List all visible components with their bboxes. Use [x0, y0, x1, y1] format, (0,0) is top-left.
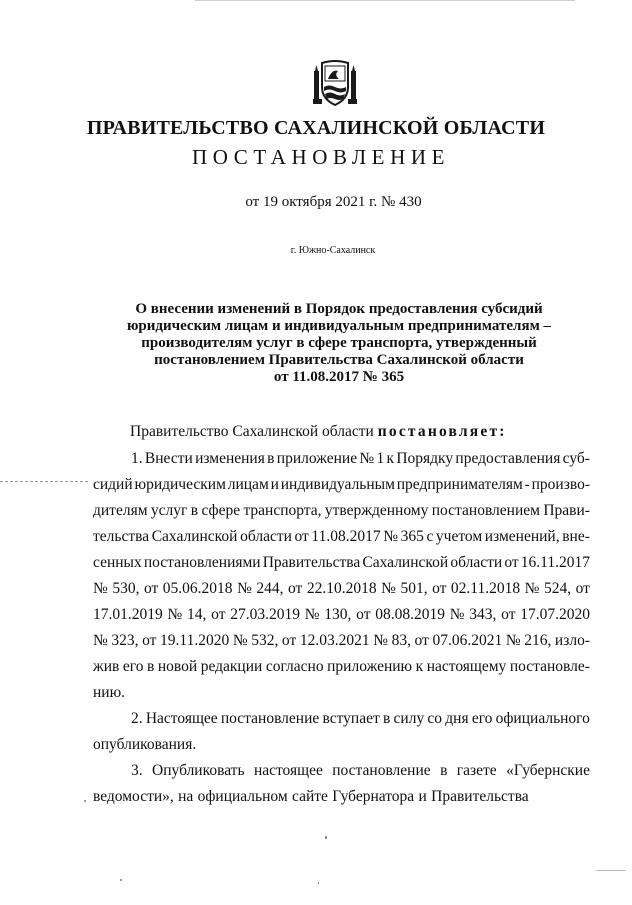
text-line: [93, 498, 590, 524]
word: новой: [157, 658, 198, 675]
word: от: [356, 606, 371, 623]
word: сайте: [292, 788, 328, 805]
text-line: [93, 576, 590, 602]
government-title: ПРАВИТЕЛЬСТВО САХАЛИНСКОЙ ОБЛАСТИ: [86, 117, 546, 139]
word: 12.03.2021: [299, 632, 370, 649]
word: ведомости»,: [93, 788, 174, 805]
word: в: [190, 502, 199, 519]
word: №: [449, 606, 465, 623]
preamble: [130, 423, 507, 441]
subject-line: постановлением Правительства Сахалинской области: [154, 352, 524, 368]
word: №: [93, 580, 108, 597]
word: его: [471, 710, 493, 727]
word: 17.01.2019: [93, 606, 163, 623]
word: 244,: [256, 580, 284, 597]
subject-line: от 11.08.2017 № 365: [273, 369, 405, 385]
word: предоставления: [455, 450, 561, 467]
word: Сахалинской: [151, 528, 238, 545]
word: 343,: [469, 606, 497, 623]
scan-speck: [318, 882, 319, 884]
text-line: [93, 550, 590, 576]
word: вне-: [562, 528, 590, 545]
word: -: [524, 476, 530, 493]
word: 27.03.2019: [230, 606, 300, 623]
word: его: [122, 658, 144, 675]
word: и: [270, 476, 279, 493]
word: и: [418, 788, 427, 805]
word: со: [427, 710, 443, 727]
word: приложение: [276, 450, 358, 467]
word: Прави-: [543, 502, 590, 519]
margin-mark: [0, 481, 88, 483]
word: от: [575, 580, 590, 597]
word: услуг: [150, 502, 188, 519]
word: юридическим: [134, 476, 226, 493]
word: изло-: [554, 632, 590, 649]
document-date-number: от 19 октября 2021 г. № 430: [245, 194, 422, 210]
word: газете: [456, 762, 497, 779]
word: от: [501, 606, 516, 623]
word: опубликования.: [93, 736, 197, 753]
word: лицам: [227, 476, 269, 493]
word: 83,: [391, 632, 411, 649]
word: 22.10.2018: [306, 580, 377, 597]
word: 17.07.2020: [520, 606, 590, 623]
word: №: [232, 632, 248, 649]
word: к: [386, 450, 395, 467]
word: Сахалинской: [362, 554, 449, 571]
word: в: [382, 710, 391, 727]
word: транспорта,: [243, 502, 322, 519]
word: постановление: [220, 710, 320, 727]
word: суб-: [562, 450, 590, 467]
subject-line: производителям услуг в сфере транспорта, утвержденный: [141, 335, 537, 351]
word: постановле-: [509, 658, 590, 675]
word: 1.: [131, 450, 143, 467]
preamble-resolves: постановляет:: [377, 423, 507, 440]
word: 19.11.2020: [160, 632, 230, 649]
document-subject: [115, 301, 563, 386]
word: 02.11.2018: [450, 580, 521, 597]
word: официального: [495, 710, 590, 727]
sakhalin-coat-of-arms-icon: [312, 57, 358, 107]
scan-speck: [120, 879, 122, 881]
word: вступает: [322, 710, 380, 727]
scan-edge-line: [596, 870, 626, 871]
word: 530,: [112, 580, 140, 597]
text-line: [93, 602, 590, 628]
word: №: [93, 632, 108, 649]
word: №: [505, 632, 521, 649]
word: области: [240, 528, 292, 545]
word: к: [415, 658, 424, 675]
word: произво-: [531, 476, 590, 493]
word: постановлениями: [143, 554, 261, 571]
text-line: [93, 784, 590, 810]
text-line: [93, 446, 590, 472]
word: от: [288, 580, 303, 597]
word: тельства: [93, 528, 150, 545]
word: предпринимателям: [396, 476, 523, 493]
word: редакции: [200, 658, 263, 675]
word: 216,: [524, 632, 552, 649]
word: Губернатора: [332, 788, 415, 805]
word: №: [373, 632, 388, 649]
word: 365: [400, 528, 424, 545]
word: 1: [376, 450, 385, 467]
word: от: [294, 528, 309, 545]
word: жив: [93, 658, 120, 675]
paragraph-3: [93, 758, 590, 810]
paragraph-2: [93, 706, 590, 758]
subject-line: юридическим лицам и индивидуальным предпринимателям –: [126, 318, 552, 334]
text-line: [93, 732, 590, 758]
word: 501,: [400, 580, 428, 597]
word: Правительства: [262, 554, 361, 571]
word: от: [414, 632, 429, 649]
word: изменений,: [484, 528, 560, 545]
word: с: [426, 528, 434, 545]
preamble-text: Правительство Сахалинской области: [130, 423, 378, 440]
word: №: [237, 580, 252, 597]
word: дителям: [93, 502, 148, 519]
word: дня: [445, 710, 469, 727]
word: официальном: [197, 788, 288, 805]
word: 2.: [131, 710, 143, 727]
word: силу: [393, 710, 425, 727]
word: согласно: [265, 658, 324, 675]
word: утвержденному: [324, 502, 429, 519]
word: приложению: [327, 658, 413, 675]
word: нию.: [93, 684, 126, 701]
word: в: [147, 658, 155, 675]
word: 323,: [111, 632, 139, 649]
word: Внести: [144, 450, 193, 467]
text-line: [93, 628, 590, 654]
word: на: [178, 788, 194, 805]
word: в: [267, 450, 275, 467]
document-type: ПОСТАНОВЛЕНИЕ: [191, 145, 451, 169]
word: №: [304, 606, 320, 623]
word: «Губернские: [506, 762, 590, 779]
word: индивидуальным: [280, 476, 395, 493]
word: учетом: [435, 528, 483, 545]
word: 3.: [131, 762, 143, 779]
text-line: [93, 524, 590, 550]
word: 524,: [543, 580, 572, 597]
word: 11.08.2017: [311, 528, 381, 545]
paragraph-1: [93, 446, 590, 706]
scan-speck: [325, 836, 327, 839]
word: №: [383, 528, 398, 545]
subject-line: О внесении изменений в Порядок предоставления субсидий: [135, 301, 543, 317]
word: Правительства: [431, 788, 529, 805]
word: Настоящее: [145, 710, 218, 727]
word: от: [142, 632, 157, 649]
word: Опубликовать: [152, 762, 245, 779]
word: от: [432, 580, 447, 597]
word: постановление: [332, 762, 431, 779]
text-line: [93, 654, 590, 680]
word: №: [381, 580, 396, 597]
word: в: [440, 762, 448, 779]
word: 07.06.2021: [432, 632, 503, 649]
word: от: [281, 632, 297, 649]
word: 05.06.2018: [162, 580, 233, 597]
word: №: [524, 580, 540, 597]
word: 130,: [324, 606, 352, 623]
word: сфере: [201, 502, 241, 519]
scan-speck: [84, 800, 86, 802]
word: 532,: [251, 632, 279, 649]
word: настоящее: [253, 762, 323, 779]
word: постановлением: [431, 502, 540, 519]
text-line: [93, 758, 590, 784]
word: 08.08.2019: [375, 606, 445, 623]
word: от: [211, 606, 226, 623]
word: сенных: [93, 554, 142, 571]
word: 16.11.2017: [520, 554, 590, 571]
word: изменения: [195, 450, 265, 467]
text-line: [93, 706, 590, 732]
word: от: [504, 554, 519, 571]
word: сидий: [93, 476, 133, 493]
word: №: [167, 606, 183, 623]
word: №: [359, 450, 375, 467]
text-line: [93, 680, 590, 706]
word: от: [143, 580, 159, 597]
scan-edge-line: [195, 0, 575, 1]
document-city: г. Южно-Сахалинск: [290, 245, 376, 256]
word: Порядку: [396, 450, 454, 467]
word: области: [450, 554, 503, 571]
text-line: [93, 472, 590, 498]
word: настоящему: [426, 658, 507, 675]
word: 14,: [187, 606, 207, 623]
